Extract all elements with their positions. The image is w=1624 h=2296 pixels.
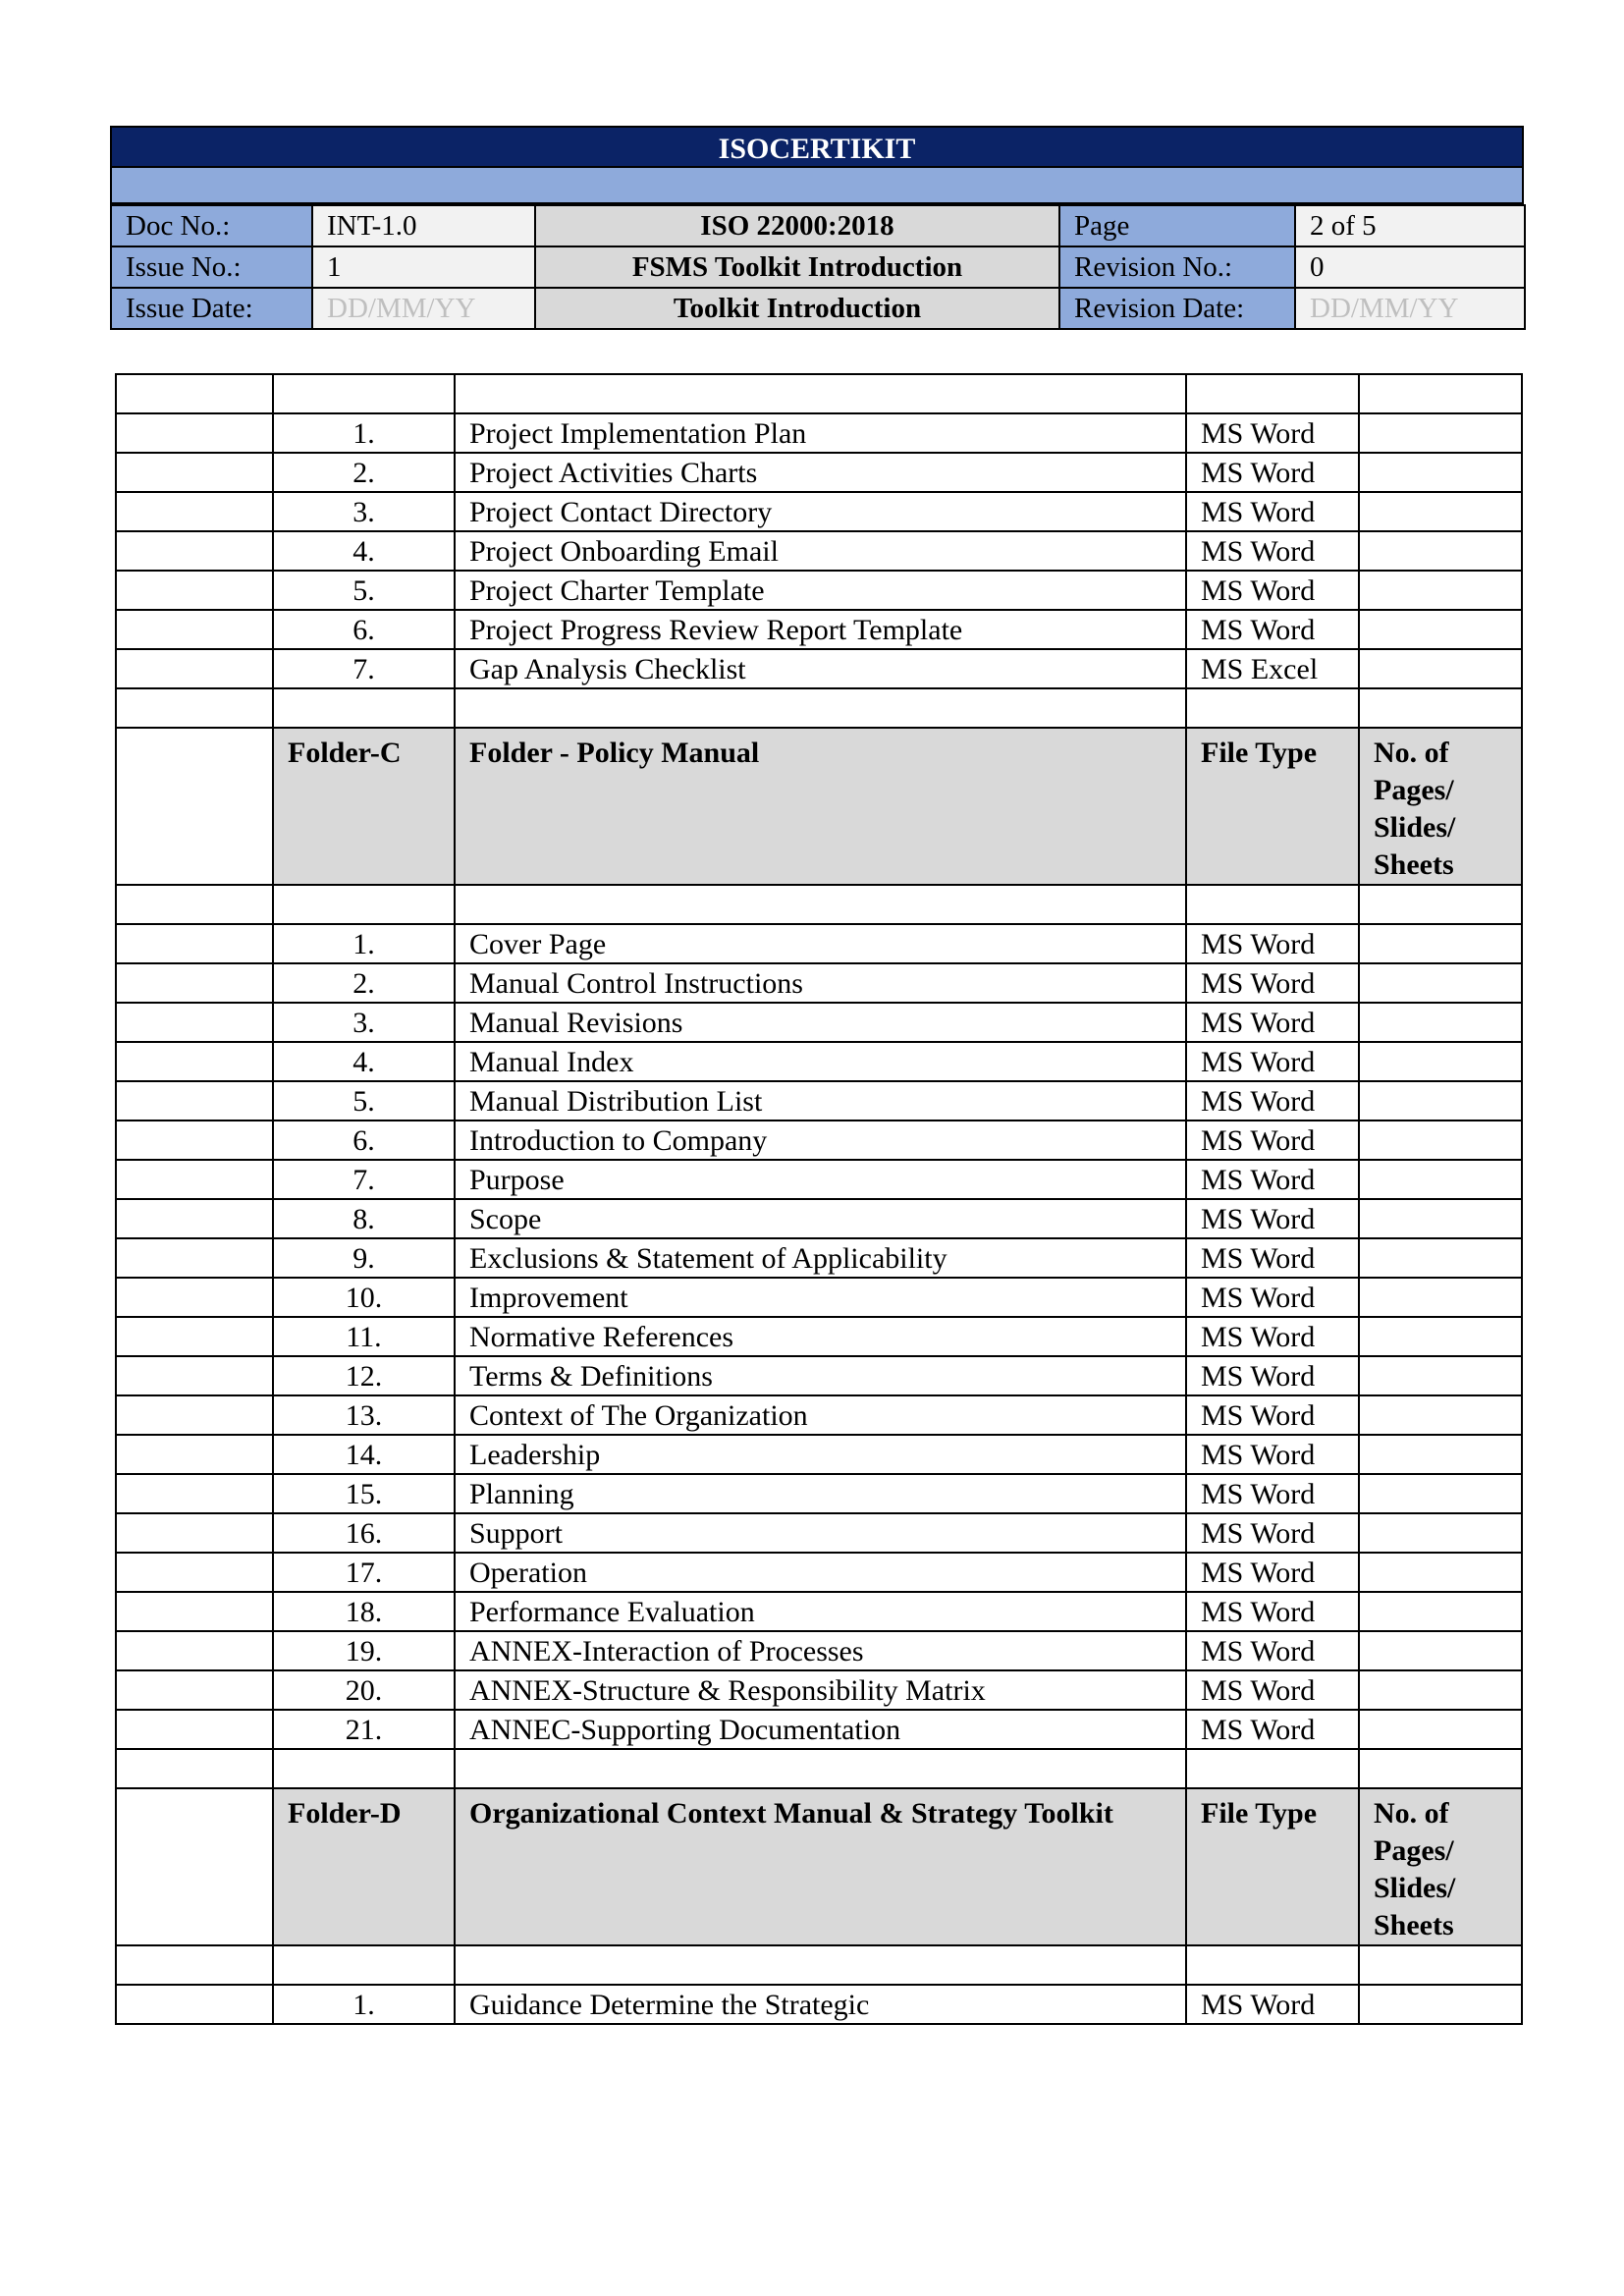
item-number: 9. [273, 1238, 455, 1278]
item-name: Context of The Organization [455, 1395, 1186, 1435]
item-number: 7. [273, 1160, 455, 1199]
item-name: Exclusions & Statement of Applicability [455, 1238, 1186, 1278]
item-pages [1359, 492, 1522, 531]
table-row [116, 1513, 1522, 1553]
item-name: Introduction to Company [455, 1121, 1186, 1160]
item-number: 12. [273, 1356, 455, 1395]
item-name: Manual Distribution List [455, 1081, 1186, 1121]
item-file-type: MS Word [1186, 1710, 1359, 1749]
empty-cell [1186, 374, 1359, 413]
item-file-type: MS Word [1186, 1631, 1359, 1670]
empty-cell [116, 531, 273, 571]
item-name: Manual Revisions [455, 1003, 1186, 1042]
item-file-type: MS Word [1186, 1317, 1359, 1356]
item-name: ANNEX-Interaction of Processes [455, 1631, 1186, 1670]
standard-name: ISO 22000:2018 [535, 205, 1059, 246]
item-number: 17. [273, 1553, 455, 1592]
item-name: Manual Index [455, 1042, 1186, 1081]
table-row [116, 1160, 1522, 1199]
table-row [116, 924, 1522, 963]
item-pages [1359, 963, 1522, 1003]
item-file-type: MS Word [1186, 1121, 1359, 1160]
item-file-type: MS Word [1186, 492, 1359, 531]
item-file-type: MS Word [1186, 924, 1359, 963]
item-number: 14. [273, 1435, 455, 1474]
empty-cell [1186, 688, 1359, 728]
empty-cell [1186, 1945, 1359, 1985]
document-header [110, 126, 1524, 330]
item-file-type: MS Word [1186, 1238, 1359, 1278]
item-pages [1359, 1003, 1522, 1042]
empty-cell [116, 1160, 273, 1199]
item-number: 1. [273, 924, 455, 963]
item-pages [1359, 1199, 1522, 1238]
table-row [116, 963, 1522, 1003]
item-number: 3. [273, 1003, 455, 1042]
pages-header: No. of Pages/ Slides/ Sheets [1359, 728, 1522, 885]
item-number: 18. [273, 1592, 455, 1631]
empty-cell [116, 492, 273, 531]
table-row [116, 1199, 1522, 1238]
item-number: 8. [273, 1199, 455, 1238]
empty-cell [1186, 885, 1359, 924]
item-number: 1. [273, 413, 455, 453]
doc-no-value: INT-1.0 [312, 205, 535, 246]
table-row [116, 1003, 1522, 1042]
item-name: ANNEC-Supporting Documentation [455, 1710, 1186, 1749]
empty-cell [1359, 374, 1522, 413]
table-row [116, 1710, 1522, 1749]
item-name: ANNEX-Structure & Responsibility Matrix [455, 1670, 1186, 1710]
item-pages [1359, 1435, 1522, 1474]
item-pages [1359, 1710, 1522, 1749]
item-file-type: MS Word [1186, 1278, 1359, 1317]
item-number: 5. [273, 571, 455, 610]
empty-cell [116, 1238, 273, 1278]
item-name: Operation [455, 1553, 1186, 1592]
item-number: 21. [273, 1710, 455, 1749]
table-row [116, 1278, 1522, 1317]
table-row [116, 571, 1522, 610]
table-row [116, 1985, 1522, 2024]
folder-header-row [116, 1788, 1522, 1945]
empty-cell [116, 885, 273, 924]
empty-cell [116, 1199, 273, 1238]
file-type-header: File Type [1186, 728, 1359, 885]
empty-cell [116, 610, 273, 649]
item-file-type: MS Word [1186, 1435, 1359, 1474]
item-number: 4. [273, 531, 455, 571]
empty-cell [116, 453, 273, 492]
item-file-type: MS Word [1186, 963, 1359, 1003]
empty-cell [455, 374, 1186, 413]
empty-cell [116, 1278, 273, 1317]
item-pages [1359, 610, 1522, 649]
empty-cell [273, 374, 455, 413]
item-file-type: MS Word [1186, 531, 1359, 571]
item-pages [1359, 1592, 1522, 1631]
item-pages [1359, 1278, 1522, 1317]
empty-cell [116, 1513, 273, 1553]
table-row [116, 1238, 1522, 1278]
empty-cell [1359, 1749, 1522, 1788]
header-title: ISOCERTIKIT [110, 126, 1524, 168]
empty-cell [273, 1749, 455, 1788]
item-number: 3. [273, 492, 455, 531]
item-name: Support [455, 1513, 1186, 1553]
item-file-type: MS Word [1186, 571, 1359, 610]
item-file-type: MS Word [1186, 453, 1359, 492]
empty-cell [116, 1081, 273, 1121]
item-pages [1359, 1553, 1522, 1592]
item-number: 1. [273, 1985, 455, 2024]
item-name: Gap Analysis Checklist [455, 649, 1186, 688]
item-name: Planning [455, 1474, 1186, 1513]
item-pages [1359, 1985, 1522, 2024]
empty-cell [116, 1985, 273, 2024]
item-pages [1359, 413, 1522, 453]
table-row [116, 649, 1522, 688]
empty-cell [116, 1553, 273, 1592]
page-value: 2 of 5 [1295, 205, 1525, 246]
table-row [116, 1317, 1522, 1356]
empty-cell [455, 1945, 1186, 1985]
empty-cell [116, 1788, 273, 1945]
item-file-type: MS Word [1186, 1670, 1359, 1710]
issue-date-label: Issue Date: [111, 288, 312, 329]
empty-cell [455, 688, 1186, 728]
item-name: Cover Page [455, 924, 1186, 963]
item-file-type: MS Word [1186, 610, 1359, 649]
item-number: 2. [273, 963, 455, 1003]
item-name: Manual Control Instructions [455, 963, 1186, 1003]
item-pages [1359, 1121, 1522, 1160]
item-name: Normative References [455, 1317, 1186, 1356]
empty-cell [116, 924, 273, 963]
item-number: 19. [273, 1631, 455, 1670]
item-name: Project Progress Review Report Template [455, 610, 1186, 649]
empty-cell [116, 1003, 273, 1042]
empty-cell [1359, 688, 1522, 728]
item-pages [1359, 1356, 1522, 1395]
empty-cell [116, 1435, 273, 1474]
item-number: 11. [273, 1317, 455, 1356]
empty-cell [116, 1945, 273, 1985]
item-number: 6. [273, 1121, 455, 1160]
item-pages [1359, 1395, 1522, 1435]
empty-cell [116, 649, 273, 688]
item-pages [1359, 1042, 1522, 1081]
item-pages [1359, 1513, 1522, 1553]
item-pages [1359, 649, 1522, 688]
folder-title: Folder - Policy Manual [455, 728, 1186, 885]
item-file-type: MS Excel [1186, 649, 1359, 688]
item-name: Improvement [455, 1278, 1186, 1317]
item-name: Project Implementation Plan [455, 413, 1186, 453]
item-name: Guidance Determine the Strategic [455, 1985, 1186, 2024]
item-pages [1359, 453, 1522, 492]
blank-row [116, 1945, 1522, 1985]
item-name: Terms & Definitions [455, 1356, 1186, 1395]
revision-no-label: Revision No.: [1059, 246, 1295, 288]
item-pages [1359, 1160, 1522, 1199]
empty-cell [273, 1945, 455, 1985]
revision-date-label: Revision Date: [1059, 288, 1295, 329]
doc-no-label: Doc No.: [111, 205, 312, 246]
table-row [116, 1435, 1522, 1474]
item-name: Scope [455, 1199, 1186, 1238]
empty-cell [116, 1670, 273, 1710]
table-row [116, 610, 1522, 649]
item-name: Project Contact Directory [455, 492, 1186, 531]
item-file-type: MS Word [1186, 1985, 1359, 2024]
item-pages [1359, 1238, 1522, 1278]
revision-date-value: DD/MM/YY [1295, 288, 1525, 329]
empty-cell [116, 1042, 273, 1081]
empty-cell [116, 571, 273, 610]
item-name: Project Charter Template [455, 571, 1186, 610]
issue-no-value: 1 [312, 246, 535, 288]
table-row [116, 1670, 1522, 1710]
item-number: 16. [273, 1513, 455, 1553]
table-row [116, 1592, 1522, 1631]
item-number: 7. [273, 649, 455, 688]
item-name: Project Activities Charts [455, 453, 1186, 492]
item-file-type: MS Word [1186, 1513, 1359, 1553]
issue-no-label: Issue No.: [111, 246, 312, 288]
empty-cell [116, 1395, 273, 1435]
item-file-type: MS Word [1186, 413, 1359, 453]
item-file-type: MS Word [1186, 1356, 1359, 1395]
empty-cell [116, 963, 273, 1003]
empty-cell [116, 1121, 273, 1160]
item-pages [1359, 1631, 1522, 1670]
blank-row [116, 885, 1522, 924]
toolkit-contents-table [115, 373, 1523, 2025]
item-number: 20. [273, 1670, 455, 1710]
empty-cell [116, 1749, 273, 1788]
item-pages [1359, 531, 1522, 571]
blank-row [116, 1749, 1522, 1788]
document-subtitle: Toolkit Introduction [535, 288, 1059, 329]
empty-cell [116, 1356, 273, 1395]
item-pages [1359, 1317, 1522, 1356]
folder-title: Organizational Context Manual & Strategy Toolkit [455, 1788, 1186, 1945]
revision-no-value: 0 [1295, 246, 1525, 288]
folder-code: Folder-C [273, 728, 455, 885]
item-file-type: MS Word [1186, 1395, 1359, 1435]
page-label: Page [1059, 205, 1295, 246]
table-row [116, 1042, 1522, 1081]
empty-cell [1186, 1749, 1359, 1788]
table-row [116, 1121, 1522, 1160]
table-row [116, 1081, 1522, 1121]
empty-cell [1359, 885, 1522, 924]
header-meta-table [110, 204, 1526, 330]
empty-cell [116, 1631, 273, 1670]
item-number: 10. [273, 1278, 455, 1317]
empty-cell [116, 728, 273, 885]
item-number: 6. [273, 610, 455, 649]
empty-cell [116, 1474, 273, 1513]
toolkit-title: FSMS Toolkit Introduction [535, 246, 1059, 288]
table-row [116, 1395, 1522, 1435]
empty-cell [273, 885, 455, 924]
table-row [116, 453, 1522, 492]
item-pages [1359, 571, 1522, 610]
table-row [116, 531, 1522, 571]
item-name: Project Onboarding Email [455, 531, 1186, 571]
item-name: Leadership [455, 1435, 1186, 1474]
item-number: 5. [273, 1081, 455, 1121]
empty-cell [116, 688, 273, 728]
file-type-header: File Type [1186, 1788, 1359, 1945]
item-name: Purpose [455, 1160, 1186, 1199]
folder-header-row [116, 728, 1522, 885]
table-row [116, 1474, 1522, 1513]
table-row [116, 492, 1522, 531]
blank-row [116, 688, 1522, 728]
blank-row [116, 374, 1522, 413]
item-pages [1359, 924, 1522, 963]
folder-code: Folder-D [273, 1788, 455, 1945]
item-file-type: MS Word [1186, 1081, 1359, 1121]
empty-cell [1359, 1945, 1522, 1985]
empty-cell [116, 1317, 273, 1356]
empty-cell [455, 885, 1186, 924]
item-file-type: MS Word [1186, 1474, 1359, 1513]
table-row [116, 1356, 1522, 1395]
empty-cell [116, 1592, 273, 1631]
item-file-type: MS Word [1186, 1592, 1359, 1631]
item-number: 13. [273, 1395, 455, 1435]
table-row [116, 413, 1522, 453]
item-file-type: MS Word [1186, 1553, 1359, 1592]
empty-cell [116, 413, 273, 453]
item-file-type: MS Word [1186, 1042, 1359, 1081]
empty-cell [116, 374, 273, 413]
item-file-type: MS Word [1186, 1199, 1359, 1238]
pages-header: No. of Pages/ Slides/ Sheets [1359, 1788, 1522, 1945]
item-pages [1359, 1081, 1522, 1121]
item-name: Performance Evaluation [455, 1592, 1186, 1631]
empty-cell [455, 1749, 1186, 1788]
item-number: 2. [273, 453, 455, 492]
empty-cell [116, 1710, 273, 1749]
table-row [116, 1553, 1522, 1592]
item-number: 15. [273, 1474, 455, 1513]
item-file-type: MS Word [1186, 1003, 1359, 1042]
item-file-type: MS Word [1186, 1160, 1359, 1199]
table-row [116, 1631, 1522, 1670]
item-pages [1359, 1670, 1522, 1710]
item-pages [1359, 1474, 1522, 1513]
empty-cell [273, 688, 455, 728]
issue-date-value: DD/MM/YY [312, 288, 535, 329]
item-number: 4. [273, 1042, 455, 1081]
header-blue-band [110, 168, 1524, 204]
